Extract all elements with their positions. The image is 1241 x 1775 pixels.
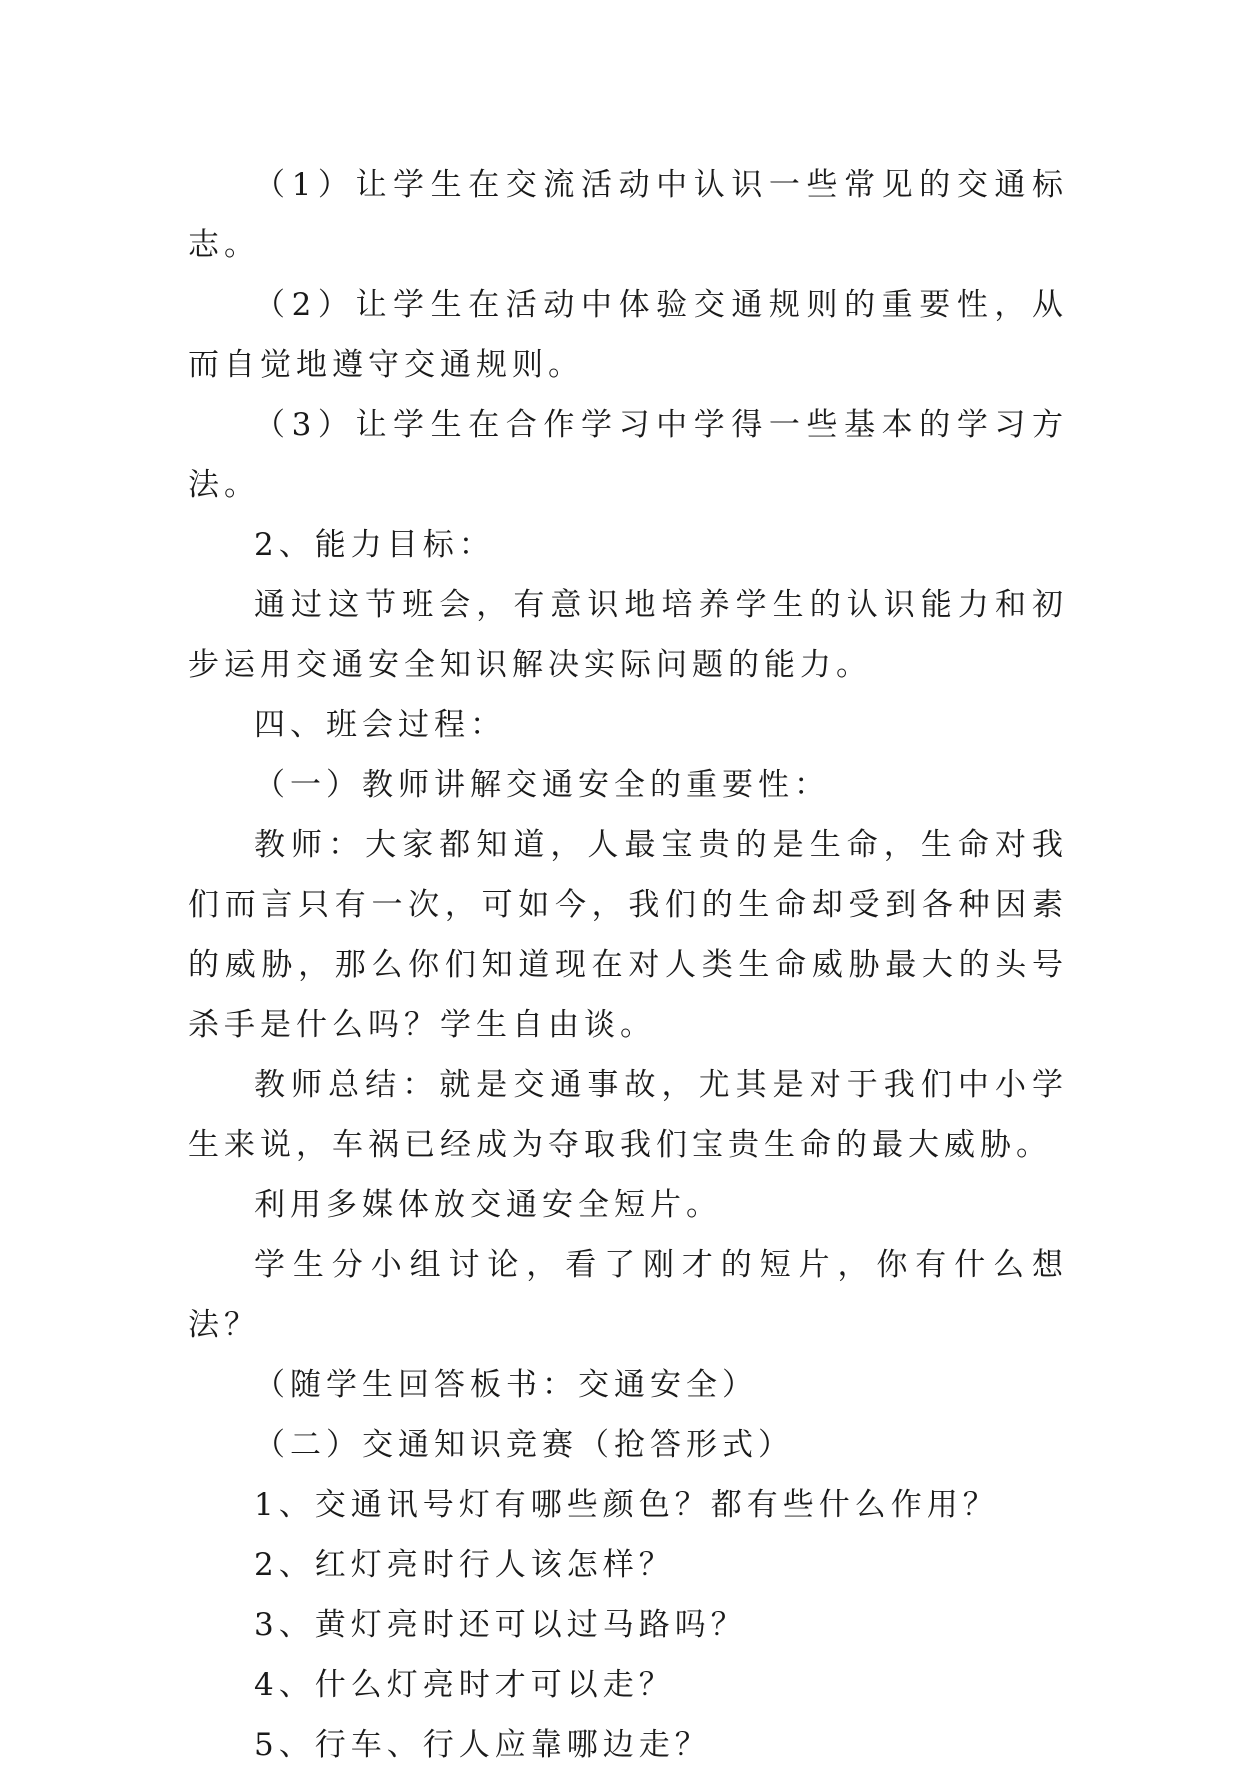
subsection-heading-1: （一）教师讲解交通安全的重要性： <box>254 767 830 803</box>
quiz-question-1: 1、交通讯号灯有哪些颜色？都有些什么作用？ <box>254 1487 999 1523</box>
quiz-question-2: 2、红灯亮时行人该怎样？ <box>254 1547 675 1583</box>
document-body <box>188 155 1068 1775</box>
quiz-question-5: 5、行车、行人应靠哪边走？ <box>254 1727 711 1763</box>
discussion-paragraph: 学生分小组讨论，看了刚才的短片，你有什么想法？ <box>188 1247 1068 1343</box>
teacher-summary-paragraph: 教师总结：就是交通事故，尤其是对于我们中小学生来说，车祸已经成为夺取我们宝贵生命的最大威胁。 <box>188 1067 1068 1163</box>
teacher-paragraph: 教师：大家都知道，人最宝贵的是生命，生命对我们而言只有一次，可如今，我们的生命却受到各种因素的威胁，那么你们知道现在对人类生命威胁最大的头号杀手是什么吗？学生自由谈。 <box>188 827 1068 1043</box>
objective-item-2: （2）让学生在活动中体验交通规则的重要性，从而自觉地遵守交通规则。 <box>188 287 1068 383</box>
ability-paragraph: 通过这节班会，有意识地培养学生的认识能力和初步运用交通安全知识解决实际问题的能力。 <box>188 587 1068 683</box>
section-heading-process: 四、班会过程： <box>254 707 506 743</box>
quiz-question-3: 3、黄灯亮时还可以过马路吗？ <box>254 1607 747 1643</box>
subsection-heading-2: （二）交通知识竞赛（抢答形式） <box>254 1427 794 1463</box>
section-heading-ability: 2、能力目标： <box>254 527 495 563</box>
blackboard-note: （随学生回答板书：交通安全） <box>254 1367 758 1403</box>
media-paragraph: 利用多媒体放交通安全短片。 <box>254 1187 722 1223</box>
objective-item-1: （1）让学生在交流活动中认识一些常见的交通标志。 <box>188 167 1068 263</box>
quiz-question-4: 4、什么灯亮时才可以走？ <box>254 1667 675 1703</box>
objective-item-3: （3）让学生在合作学习中学得一些基本的学习方法。 <box>188 407 1068 503</box>
